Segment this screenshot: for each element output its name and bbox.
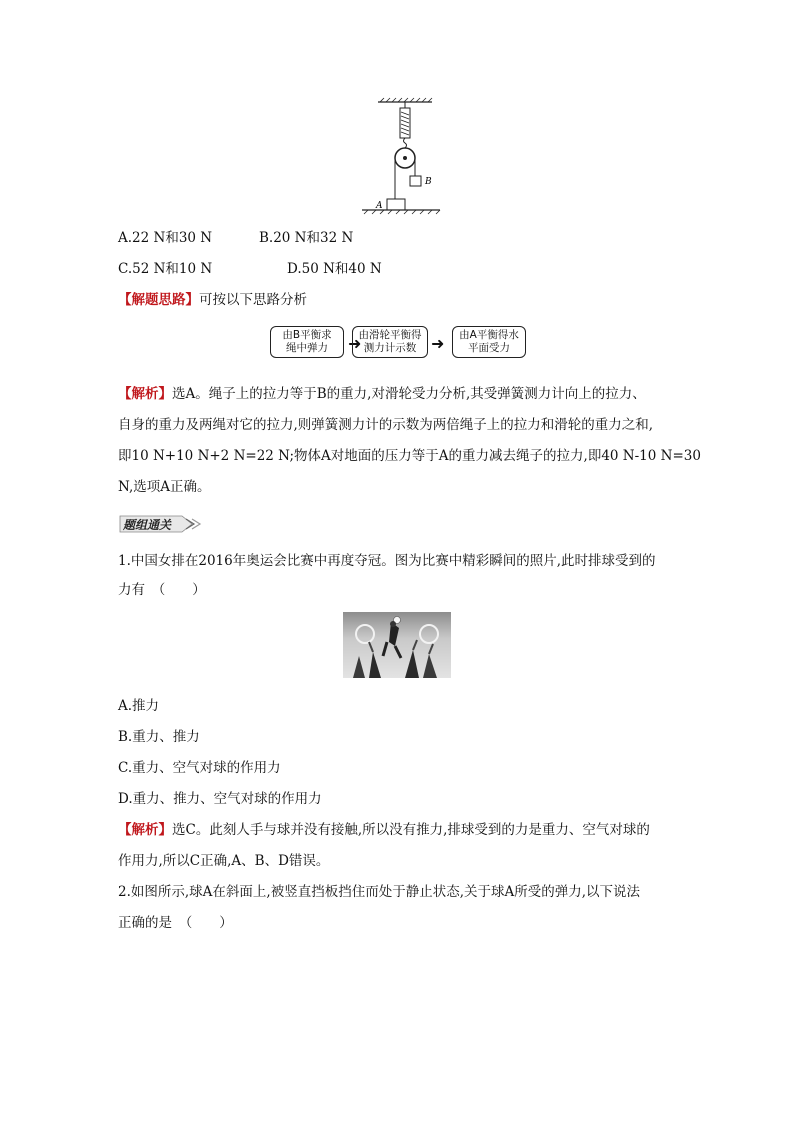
block-b-label: B <box>425 177 432 187</box>
q2-stem-line-1: 2.如图所示,球A在斜面上,被竖直挡板挡住而处于静止状态,关于球A所受的弹力,以下说法 <box>118 884 641 900</box>
analysis-tag: 【解析】 <box>118 386 172 402</box>
block-a <box>387 199 405 210</box>
q1-stem-line-2: 力有 （ ） <box>118 582 206 598</box>
flow-arrow-icon: ➜ <box>431 334 445 353</box>
q1-analysis-line-2: 作用力,所以C正确,A、B、D错误。 <box>118 853 330 869</box>
flow-step-2-line2: 测力计示数 <box>363 342 417 354</box>
q1-option-a: A.推力 <box>118 698 160 714</box>
flow-step-3-line1: 由A平衡得水 <box>459 329 519 341</box>
option-b: B.20 N和32 N <box>259 230 354 246</box>
flow-step-1-line1: 由B平衡求 <box>282 329 332 341</box>
flow-step-3-line2: 平面受力 <box>468 342 510 354</box>
q1-option-c: C.重力、空气对球的作用力 <box>118 760 281 776</box>
q1-analysis-line-1: 【解析】选C。此刻人手与球并没有接触,所以没有推力,排球受到的力是重力、空气对球的 <box>118 822 650 838</box>
analysis-line-4: N,选项A正确。 <box>118 479 211 495</box>
analysis-line-1: 【解析】选A。绳子上的拉力等于B的重力,对滑轮受力分析,其受弹簧测力计向上的拉力、 <box>118 386 646 402</box>
volleyball-photo <box>343 612 451 678</box>
section-banner <box>118 514 202 534</box>
option-c: C.52 N和10 N <box>118 261 213 277</box>
block-b <box>410 176 421 186</box>
block-a-label: A <box>376 201 383 211</box>
option-d: D.50 N和40 N <box>287 261 382 277</box>
option-a: A.22 N和30 N <box>118 230 213 246</box>
flow-step-2 <box>352 326 428 358</box>
volleyball-scene-icon <box>343 612 451 678</box>
analysis-line-3: 即10 N+10 N+2 N=22 N;物体A对地面的压力等于A的重力减去绳子的拉力,即40 N-10 N=30 <box>118 448 701 464</box>
analysis-line-2: 自身的重力及两绳对它的拉力,则弹簧测力计的示数为两倍绳子上的拉力和滑轮的重力之和, <box>118 417 654 433</box>
flow-step-1-line2: 绳中弹力 <box>286 342 328 354</box>
q1-analysis-tag: 【解析】 <box>118 822 172 838</box>
flow-step-3 <box>452 326 526 358</box>
section-banner-label: 题组通关 <box>123 518 172 532</box>
hint-text: 可按以下思路分析 <box>199 292 307 308</box>
flow-arrow-icon: ➜ <box>348 334 362 353</box>
hint-line <box>118 290 688 310</box>
hint-tag: 【解题思路】 <box>118 292 199 308</box>
q1-option-d: D.重力、推力、空气对球的作用力 <box>118 791 322 807</box>
q1-stem-line-1: 1.中国女排在2016年奥运会比赛中再度夺冠。图为比赛中精彩瞬间的照片,此时排球受到的 <box>118 553 656 569</box>
pulley-diagram <box>360 96 450 216</box>
q2-stem-line-2: 正确的是 （ ） <box>118 915 233 931</box>
q1-option-b: B.重力、推力 <box>118 729 200 745</box>
flow-step-2-line1: 由滑轮平衡得 <box>358 329 422 341</box>
flow-step-1 <box>270 326 344 358</box>
